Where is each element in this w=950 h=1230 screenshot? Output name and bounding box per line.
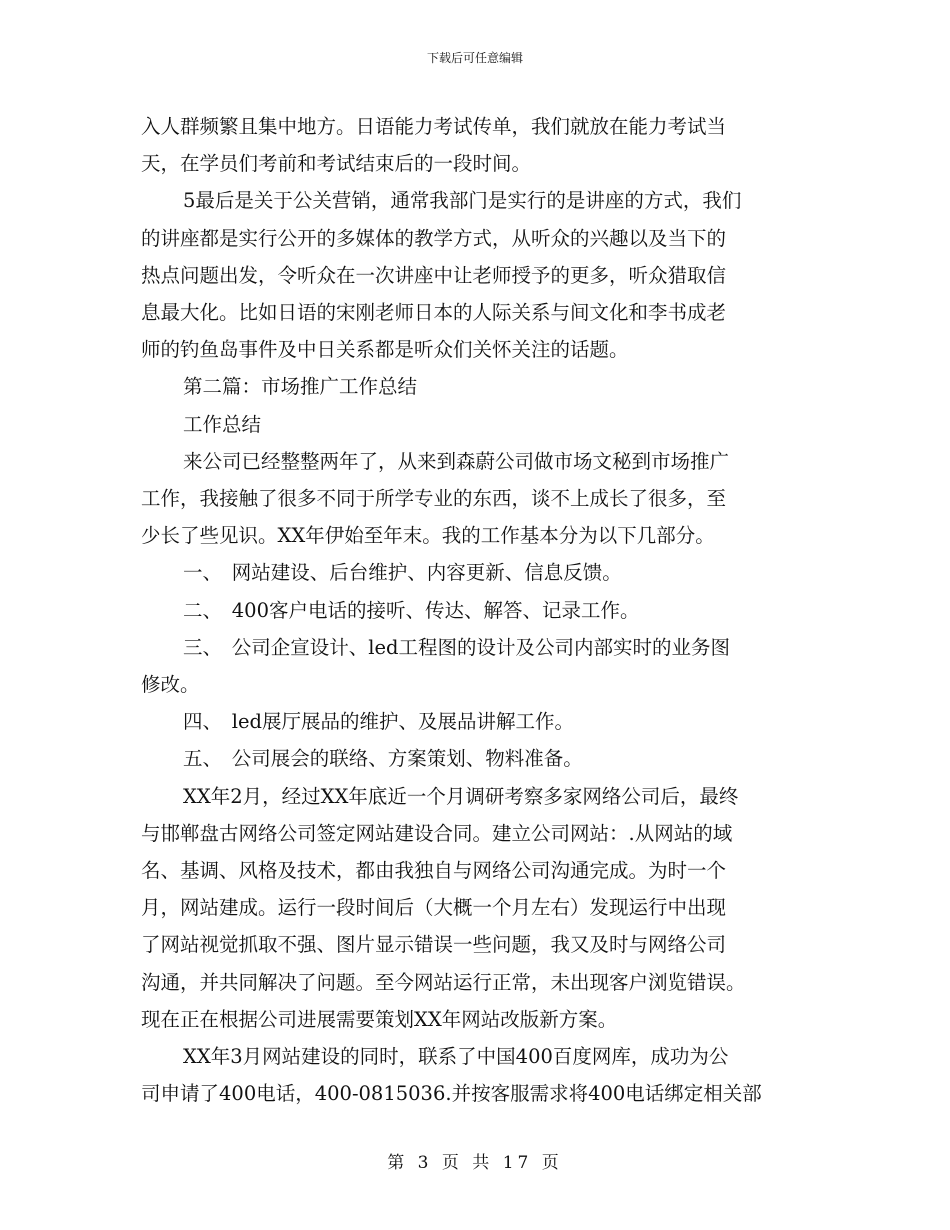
text-line: 少长了些见识。XX年伊始至年末。我的工作基本分为以下几部分。	[141, 524, 715, 548]
text-line: 与邯郸盘古网络公司签定网站建设合同。建立公司网站：.从网站的域	[141, 821, 733, 845]
text-line: 天，在学员们考前和考试结束后的一段时间。	[141, 152, 532, 176]
text-line: 来公司已经整整两年了，从来到森蔚公司做市场文秘到市场推广	[183, 449, 730, 473]
text-line: 修改。	[141, 673, 200, 697]
text-line: 四、 led展厅展品的维护、及展品讲解工作。	[183, 710, 575, 734]
text-line: 三、 公司企宣设计、led工程图的设计及公司内部实时的业务图	[183, 635, 731, 659]
text-line: 现在正在根据公司进展需要策划XX年网站改版新方案。	[141, 1007, 618, 1031]
text-line: 的讲座都是实行公开的多媒体的教学方式，从听众的兴趣以及当下的	[141, 226, 727, 250]
text-line: 名、基调、风格及技术，都由我独自与网络公司沟通完成。为时一个	[141, 859, 727, 883]
text-line: 司申请了400电话，400-0815036.并按客服需求将400电话绑定相关部	[141, 1082, 762, 1106]
text-line: 工作总结	[183, 412, 262, 436]
text-line: 了网站视觉抓取不强、图片显示错误一些问题，我又及时与网络公司	[141, 933, 727, 957]
text-line: 5最后是关于公关营销，通常我部门是实行的是讲座的方式，我们	[183, 189, 742, 213]
text-line: 一、 网站建设、后台维护、内容更新、信息反馈。	[183, 561, 622, 585]
document-body	[141, 108, 813, 1112]
text-line: 五、 公司展会的联络、方案策划、物料准备。	[183, 747, 583, 771]
text-line: 师的钓鱼岛事件及中日关系都是听众们关怀关注的话题。	[141, 338, 629, 362]
text-line: 工作，我接触了很多不同于所学专业的东西，谈不上成长了很多，至	[141, 487, 727, 511]
page-header: 下载后可任意编辑	[426, 51, 523, 65]
text-line: 入人群频繁且集中地方。日语能力考试传单，我们就放在能力考试当	[141, 115, 727, 138]
text-line: 月，网站建成。运行一段时间后（大概一个月左右）发现运行中出现	[141, 896, 727, 920]
text-line: 热点问题出发，令听众在一次讲座中让老师授予的更多，听众猎取信	[141, 263, 727, 287]
text-line: XX年2月，经过XX年底近一个月调研考察多家网络公司后，最终	[183, 784, 739, 808]
text-line: 第二篇：市场推广工作总结	[183, 375, 418, 399]
text-line: XX年3月网站建设的同时，联系了中国400百度网库，成功为公	[183, 1045, 729, 1069]
text-line: 二、 400客户电话的接听、传达、解答、记录工作。	[183, 598, 640, 622]
text-line: 沟通，并共同解决了问题。至今网站运行正常，未出现客户浏览错误。	[141, 970, 746, 994]
text-line: 息最大化。比如日语的宋刚老师日本的人际关系与间文化和李书成老	[141, 301, 727, 325]
page-number-footer: 第 3 页 共 17 页	[387, 1153, 563, 1173]
